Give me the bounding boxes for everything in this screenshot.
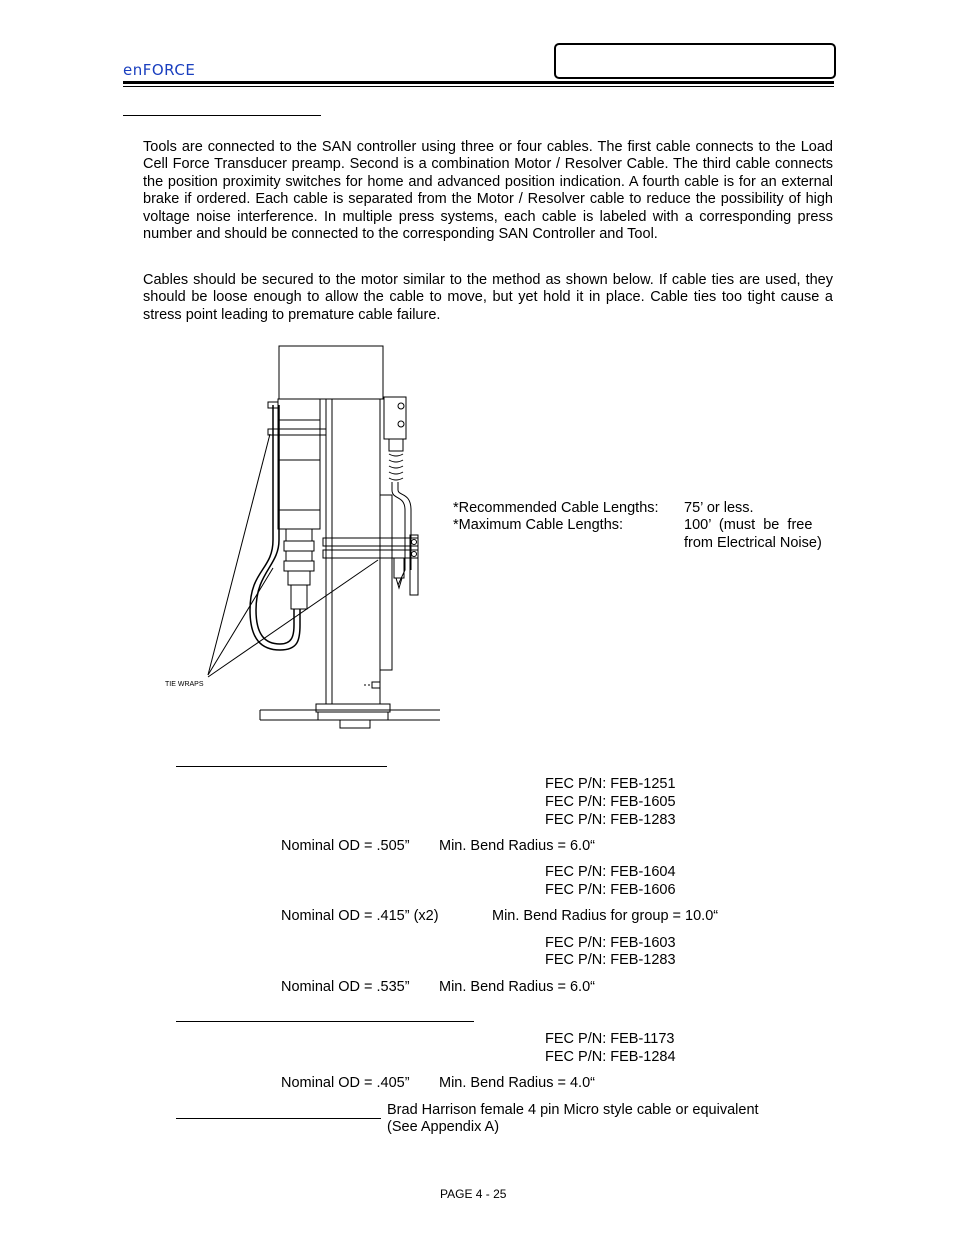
recommended-length-value: 75’ or less. — [684, 500, 754, 516]
group1-part-number: FEC P/N: FEB-1605 — [545, 794, 676, 810]
transducer-part-number: FEC P/N: FEB-1173 — [545, 1031, 675, 1047]
group2-part-number: FEC P/N: FEB-1604 — [545, 864, 676, 880]
maximum-length-value-line1: 100’ (must be free — [684, 517, 813, 533]
transducer-part-number: FEC P/N: FEB-1284 — [545, 1049, 676, 1065]
transducer-bend-radius: Min. Bend Radius = 4.0“ — [439, 1075, 595, 1091]
group1-part-number: FEC P/N: FEB-1283 — [545, 812, 676, 828]
maximum-length-label: *Maximum Cable Lengths: — [453, 517, 624, 533]
group3-part-number: FEC P/N: FEB-1283 — [545, 952, 676, 968]
header-rule-thick — [123, 81, 834, 84]
group1-part-number: FEC P/N: FEB-1251 — [545, 776, 676, 792]
group2-nominal-od: Nominal OD = .415” (x2) — [281, 908, 439, 924]
group2-bend-radius: Min. Bend Radius for group = 10.0“ — [492, 908, 719, 924]
maximum-length-value-line2: from Electrical Noise) — [684, 535, 822, 551]
group3-nominal-od: Nominal OD = .535” — [281, 979, 410, 995]
header-rule-thin — [123, 86, 834, 87]
press-cable-routing-figure — [160, 340, 445, 730]
transducer-heading-rule — [176, 1021, 474, 1022]
cables-heading-rule — [176, 766, 387, 767]
group3-bend-radius: Min. Bend Radius = 6.0“ — [439, 979, 595, 995]
intro-heading-rule — [123, 115, 321, 116]
recommended-length-label: *Recommended Cable Lengths: — [453, 500, 659, 516]
group2-part-number: FEC P/N: FEB-1606 — [545, 882, 676, 898]
enforce-logo: enFORCE — [123, 61, 196, 79]
group1-bend-radius: Min. Bend Radius = 6.0“ — [439, 838, 595, 854]
intro-paragraph-2: Cables should be secured to the motor similar to the method as shown below. If cable ties are used, they should be loose enough to allow the cable to move, but yet hold it in place. Cable ties too tight cause a stress point leading to premature cable failure. — [143, 272, 833, 323]
switch-heading-rule — [176, 1118, 381, 1119]
transducer-nominal-od: Nominal OD = .405” — [281, 1075, 410, 1091]
switch-description-line1: Brad Harrison female 4 pin Micro style cable or equivalent — [387, 1102, 759, 1118]
intro-paragraph-1: Tools are connected to the SAN controller using three or four cables. The first cable connects to the Load Cell Force Transducer preamp. Second is a combination Motor / Resolver Cable. The third cable connects the position proximity switches for home and advanced position indication. A fourth cable is for an external brake if ordered. Each cable is separated from the Motor / Resolver cable to reduce the possibility of high voltage noise interference. In multiple press systems, each cable is labeled with a corresponding press number and should be connected to the corresponding SAN Controller and Tool. — [143, 139, 833, 243]
group1-nominal-od: Nominal OD = .505” — [281, 838, 410, 854]
group3-part-number: FEC P/N: FEB-1603 — [545, 935, 676, 951]
header-title-box — [554, 43, 836, 79]
page-number: PAGE 4 - 25 — [440, 1187, 507, 1201]
switch-description-line2: (See Appendix A) — [387, 1119, 500, 1135]
tie-wraps-label: TIE WRAPS — [165, 681, 204, 688]
